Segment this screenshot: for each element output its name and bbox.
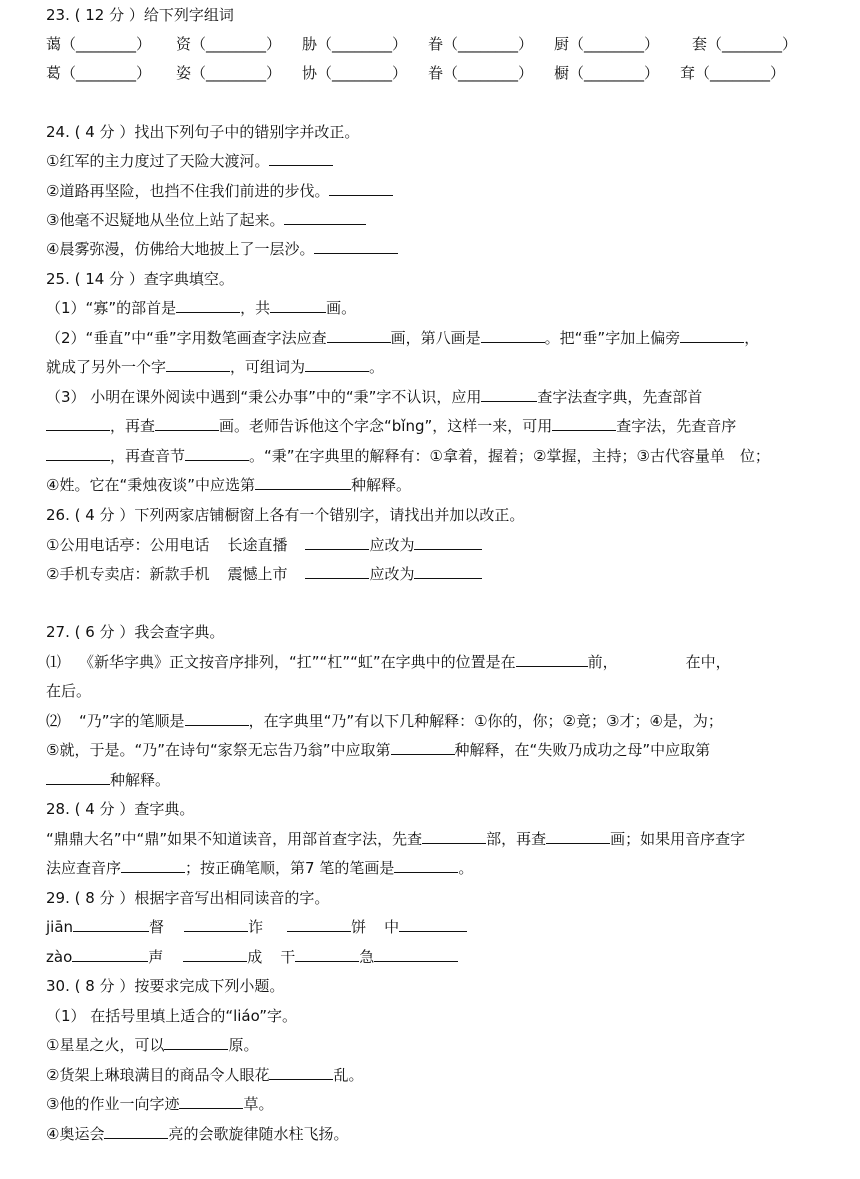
q23-word[interactable]: 胁（________） <box>302 35 408 53</box>
text: ，共 <box>240 299 271 317</box>
q25-header: 25. ( 14 分 ）查字典填空。 <box>46 270 234 288</box>
q30-item <box>46 1065 363 1085</box>
text: 。 <box>458 859 474 877</box>
answer-blank[interactable] <box>481 387 537 402</box>
text: ⑤就，于是。“乃”在诗句“家祭无忘告乃翁”中应取第 <box>46 741 391 759</box>
answer-blank[interactable] <box>284 210 366 225</box>
answer-blank[interactable] <box>269 151 333 166</box>
text: 乱。 <box>333 1066 364 1084</box>
answer-blank[interactable] <box>394 858 458 873</box>
answer-blank[interactable] <box>680 328 744 343</box>
text: 应改为 <box>369 536 415 554</box>
q23-row-1 <box>0 34 860 54</box>
q28-line-2 <box>46 858 473 878</box>
text: ， <box>744 329 760 347</box>
text: 画；如果用音序查字 <box>610 830 746 848</box>
text: 画，第八画是 <box>390 329 481 347</box>
text: 原。 <box>228 1036 259 1054</box>
text: ④奥运会 <box>46 1125 105 1143</box>
q23-header: 23. ( 12 分 ）给下列字组词 <box>46 6 234 24</box>
q24-item-text: ③他毫不迟疑地从坐位上站了起来。 <box>46 211 285 229</box>
text: “鼎鼎大名”中“鼎”如果不知道读音，用部首查字法，先查 <box>46 830 423 848</box>
answer-blank[interactable] <box>414 564 482 579</box>
answer-blank[interactable] <box>305 357 369 372</box>
q26-item <box>46 535 482 555</box>
text: ③他的作业一向字迹 <box>46 1095 180 1113</box>
q24-item <box>46 151 333 171</box>
q25-line-4 <box>46 387 702 407</box>
q29-row-1 <box>46 917 467 937</box>
q23-word[interactable]: 眷（________） <box>428 35 534 53</box>
q25-line-3 <box>46 357 384 377</box>
answer-blank[interactable] <box>314 239 398 254</box>
answer-blank[interactable] <box>305 535 369 550</box>
text: ；按正确笔顺，第7 笔的笔画是 <box>185 859 395 877</box>
pinyin: jiān <box>46 918 74 936</box>
answer-blank[interactable] <box>164 1035 228 1050</box>
text: “乃”字的笔顺是 <box>79 712 185 730</box>
q23-word[interactable]: 姿（________） <box>176 64 282 82</box>
q29-row-2 <box>46 947 458 967</box>
text: 震憾上市 <box>227 565 288 583</box>
text: 声 <box>148 948 164 966</box>
q30-item <box>46 1035 258 1055</box>
answer-blank[interactable] <box>399 917 467 932</box>
text: ，可组词为 <box>230 358 306 376</box>
q24-item-text: ②道路再坚险，也挡不住我们前进的步伐。 <box>46 182 330 200</box>
q26-header: 26. ( 4 分 ）下列两家店铺橱窗上各有一个错别字，请找出并加以改正。 <box>46 506 525 524</box>
text: 草。 <box>243 1095 274 1113</box>
q24-item <box>46 210 366 230</box>
answer-blank[interactable] <box>391 740 455 755</box>
q24-item-text: ①红军的主力度过了天险大渡河。 <box>46 152 270 170</box>
answer-blank[interactable] <box>166 357 230 372</box>
answer-blank[interactable] <box>185 446 249 461</box>
answer-blank[interactable] <box>179 1094 243 1109</box>
text: 。 <box>369 358 385 376</box>
q29-header: 29. ( 8 分 ）根据字音写出相同读音的字。 <box>46 889 330 907</box>
text: 画。老师告诉他这个字念“bǐng”，这样一来，可用 <box>219 417 553 435</box>
text: 中 <box>384 918 400 936</box>
answer-blank[interactable] <box>329 181 393 196</box>
text: 《新华字典》正文按音序排列，“扛”“杠”“虹”在字典中的位置是在 <box>79 653 516 671</box>
text: 部，再查 <box>486 830 547 848</box>
pinyin: zào <box>46 948 73 966</box>
text: ，再查 <box>110 417 156 435</box>
answer-blank[interactable] <box>305 564 369 579</box>
q30-header: 30. ( 8 分 ）按要求完成下列小题。 <box>46 977 285 995</box>
text: ②手机专卖店：新款手机 <box>46 565 210 583</box>
q24-header: 24. ( 4 分 ）找出下列句子中的错别字并改正。 <box>46 123 360 141</box>
answer-blank[interactable] <box>269 1065 333 1080</box>
text: 画。 <box>326 299 357 317</box>
text: （1）“寡”的部首是 <box>46 299 177 317</box>
q25-line-7 <box>46 475 411 495</box>
text: 查字法，先查音序 <box>616 417 737 435</box>
text: ，再查音节 <box>110 447 186 465</box>
text: ⑵ <box>46 712 62 730</box>
text: 长途直播 <box>227 536 288 554</box>
answer-blank[interactable] <box>481 328 545 343</box>
q25-line-2 <box>46 328 759 348</box>
q25-line-6 <box>46 446 770 466</box>
q23-word[interactable]: 橱（________） <box>554 64 660 82</box>
q25-line-1 <box>46 298 356 318</box>
text: 。把“垂”字加上偏旁 <box>544 329 681 347</box>
answer-blank[interactable] <box>72 947 148 962</box>
answer-blank[interactable] <box>552 416 616 431</box>
answer-blank[interactable] <box>327 328 391 343</box>
text: 急 <box>359 948 375 966</box>
q30-item <box>46 1124 348 1144</box>
q27-line-1 <box>46 652 731 672</box>
q23-word[interactable]: 厨（________） <box>554 35 660 53</box>
text: 法应查音序 <box>46 859 122 877</box>
q23-word[interactable]: 蔼（________） <box>46 35 152 53</box>
text: 前， <box>587 653 618 671</box>
q23-word[interactable]: 眷（________） <box>428 64 534 82</box>
q30-item <box>46 1094 273 1114</box>
text: ，在字典里“乃”有以下几种解释：①你的，你；②竟；③才；④是，为； <box>248 712 723 730</box>
answer-blank[interactable] <box>73 917 149 932</box>
text: ④姓。它在“秉烛夜谈”中应选第 <box>46 476 255 494</box>
q27-line-5 <box>46 770 170 790</box>
text: ①星星之火，可以 <box>46 1036 165 1054</box>
answer-blank[interactable] <box>176 298 240 313</box>
q27-line-2: 在后。 <box>46 682 92 700</box>
answer-blank[interactable] <box>287 917 351 932</box>
answer-blank[interactable] <box>422 829 486 844</box>
q27-header: 27. ( 6 分 ）我会查字典。 <box>46 623 225 641</box>
q28-line-1 <box>46 829 745 849</box>
text: 种解释。 <box>110 771 171 789</box>
answer-blank[interactable] <box>46 446 110 461</box>
text: ①公用电话亭：公用电话 <box>46 536 210 554</box>
answer-blank[interactable] <box>155 416 219 431</box>
text: 亮的会歌旋律随水柱飞扬。 <box>168 1125 349 1143</box>
answer-blank[interactable] <box>104 1124 168 1139</box>
q28-header: 28. ( 4 分 ）查字典。 <box>46 800 195 818</box>
q23-word[interactable]: 资（________） <box>176 35 282 53</box>
answer-blank[interactable] <box>121 858 185 873</box>
text: 干 <box>280 948 296 966</box>
q24-item-text: ④晨雾弥漫，仿佛给大地披上了一层沙。 <box>46 240 315 258</box>
text: 在中， <box>685 653 731 671</box>
text: 成 <box>247 948 263 966</box>
answer-blank[interactable] <box>414 535 482 550</box>
text: 诈 <box>248 918 264 936</box>
text: 。“秉”在字典里的解释有：①拿着，握着；②掌握，主持；③古代容量单 位； <box>249 447 770 465</box>
answer-blank[interactable] <box>46 416 110 431</box>
text: ⑴ <box>46 653 62 671</box>
text: 种解释。 <box>351 476 412 494</box>
q26-item <box>46 564 482 584</box>
q23-word[interactable]: 耷（________） <box>680 64 786 82</box>
q23-word[interactable]: 葛（________） <box>46 64 152 82</box>
q27-line-3 <box>46 711 723 731</box>
answer-blank[interactable] <box>183 947 247 962</box>
answer-blank[interactable] <box>546 829 610 844</box>
answer-blank[interactable] <box>516 652 588 667</box>
answer-blank[interactable] <box>295 947 359 962</box>
q27-line-4 <box>46 740 710 760</box>
text: 饼 <box>351 918 367 936</box>
q24-item <box>46 239 398 259</box>
answer-blank[interactable] <box>270 298 326 313</box>
text: （2）“垂直”中“垂”字用数笔画查字法应查 <box>46 329 327 347</box>
answer-blank[interactable] <box>374 947 458 962</box>
text: 查字法查字典，先查部首 <box>537 388 703 406</box>
answer-blank[interactable] <box>255 475 351 490</box>
q30-subheader: （1） 在括号里填上适合的“liáo”字。 <box>46 1007 298 1025</box>
text: 就成了另外一个字 <box>46 358 167 376</box>
text: 督 <box>149 918 165 936</box>
text: 种解释，在“失败乃成功之母”中应取第 <box>454 741 711 759</box>
q23-word[interactable]: 套（________） <box>692 35 798 53</box>
answer-blank[interactable] <box>46 770 110 785</box>
q24-item <box>46 181 393 201</box>
text: （3） 小明在课外阅读中遇到“秉公办事”中的“秉”字不认识，应用 <box>46 388 482 406</box>
answer-blank[interactable] <box>185 711 249 726</box>
q23-word[interactable]: 协（________） <box>302 64 408 82</box>
answer-blank[interactable] <box>184 917 248 932</box>
q25-line-5 <box>46 416 736 436</box>
q23-row-2 <box>0 63 860 83</box>
text: ②货架上琳琅满目的商品令人眼花 <box>46 1066 270 1084</box>
text: 应改为 <box>369 565 415 583</box>
